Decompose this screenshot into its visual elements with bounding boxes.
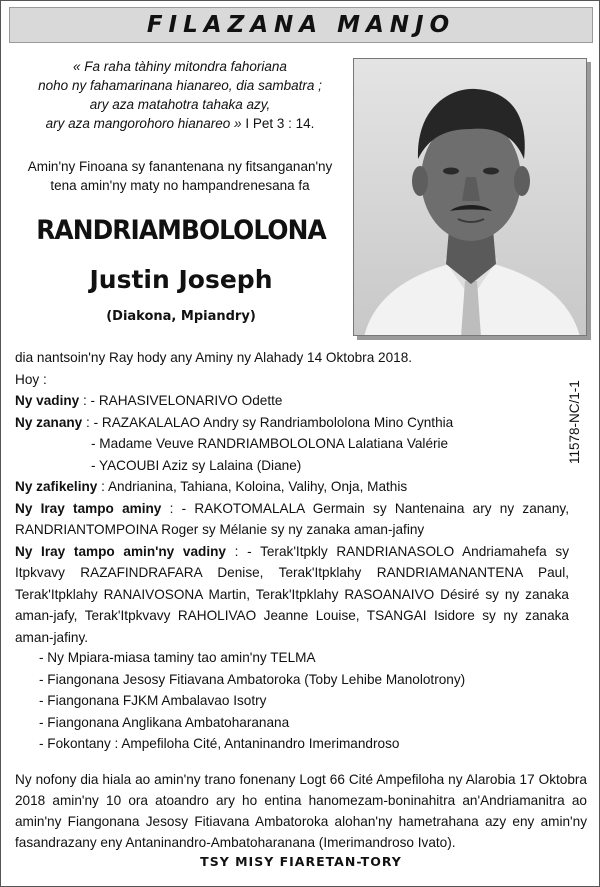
deceased-surname: RANDRIAMBOLOLONA [36, 215, 326, 246]
verse-line: noho ny fahamarinana hianareo, dia sambatra ; [38, 78, 322, 93]
in-laws-text: : - Terak'Itpkly RANDRIANASOLO Andriamahefa sy Itpkvavy RAZAFINDRAFARA Denise, Terak'Itpklahy RANDRIAMANANTENA Paul, Terak'Itpklahy RANAIVOSONA Martin, Terak'Itpklahy RASOANAIVO Désiré sy ny zanaka aman-jafy, Terak'Itpkvavy RAHOLIVAO Jeanne Louise, TSANGAI Isidore sy ny zanaka aman-jafiny. [15, 543, 570, 645]
in-laws-paragraph [15, 541, 569, 649]
in-laws-label: Ny Iray tampo amin'ny vadiny [15, 543, 226, 559]
notice-header [9, 7, 593, 43]
intro-line: tena amin'ny maty no hampandrenesana fa [50, 178, 310, 193]
grandchildren-row [15, 476, 569, 498]
spouse-text: : - RAHASIVELONARIVO Odette [83, 393, 283, 408]
verse-line: ary aza matahotra tahaka azy, [89, 97, 271, 112]
grandchildren-label: Ny zafikeliny [15, 479, 98, 494]
siblings-paragraph [15, 498, 569, 541]
verse-closing-quote: » [234, 116, 242, 131]
obituary-body [15, 347, 569, 648]
funeral-details: Ny nofony dia hiala ao amin'ny trano fonenany Logt 66 Cité Ampefiloha ny Alarobia 17 Oktobra 2018 amin'ny 10 ora atoandro ary ho entina hanomezam-boninahitra an'Andriamanitra ao amin'ny Fiangonana Jesosy Fitiavana Ambatoroka alohan'ny hametrahana azy eny amin'ny fasandrazany eny Antaninandro-Ambatoharanana (Imerimandroso Ivato). [15, 772, 587, 850]
list-item: - Fiangonana FJKM Ambalavao Isotry [39, 693, 267, 708]
death-announcement: dia nantsoin'ny Ray hody any Aminy ny Alahady 14 Oktobra 2018. [15, 350, 413, 365]
children-row: - YACOUBI Aziz sy Lalaina (Diane) [91, 457, 302, 473]
verse-line: ary aza mangorohoro hianareo [45, 116, 231, 131]
spouse-row [15, 390, 569, 412]
verse-reference: I Pet 3 : 14. [245, 116, 315, 131]
footer-note: TSY MISY FIARETAN-TORY [200, 854, 402, 869]
siblings-label: Ny Iray tampo aminy [15, 500, 162, 516]
portrait-image [354, 59, 587, 336]
intro-line: Amin'ny Finoana sy fanantenana ny fitsanganan'ny [27, 159, 333, 174]
grandchildren-text: : Andrianina, Tahiana, Koloina, Valihy, Onja, Mathis [101, 479, 408, 494]
deceased-given-names: Justin Joseph [89, 265, 273, 294]
spouse-label: Ny vadiny [15, 393, 80, 408]
list-item: - Fiangonana Anglikana Ambatoharanana [39, 714, 290, 730]
reference-code: 11578-NC/1-1 [567, 380, 582, 464]
children-label: Ny zanany [15, 414, 83, 430]
children-row: - Madame Veuve RANDRIAMBOLOLONA Lalatiana Valérie [91, 436, 449, 451]
list-item: - Ny Mpiara-miasa taminy tao amin'ny TELMA [39, 650, 316, 665]
children-row [15, 412, 569, 434]
bible-verse [15, 57, 345, 133]
children-first: : - RAZAKALALAO Andry sy Randriambololona Mino Cynthia [86, 414, 454, 430]
list-item: - Fokontany : Ampefiloha Cité, Antaninandro Imerimandroso [39, 736, 400, 751]
organizations-list [39, 647, 539, 755]
hoy-label: Hoy : [15, 371, 47, 387]
list-item: - Fiangonana Jesosy Fitiavana Ambatoroka (Toby Lehibe Manolotrony) [39, 671, 466, 687]
verse-line: « Fa raha tàhiny mitondra fahoriana [73, 59, 287, 74]
intro-text [15, 157, 345, 195]
deceased-title: (Diakona, Mpiandry) [106, 309, 256, 324]
deceased-photo [353, 58, 587, 336]
notice-title: FILAZANA MANJO [146, 12, 456, 38]
siblings-text: : - RAKOTOMALALA Germain sy Nantenaina ary ny zanany, RANDRIANTOMPOINA Roger sy Mélanie sy ny zanaka aman-jafiny [15, 500, 569, 537]
